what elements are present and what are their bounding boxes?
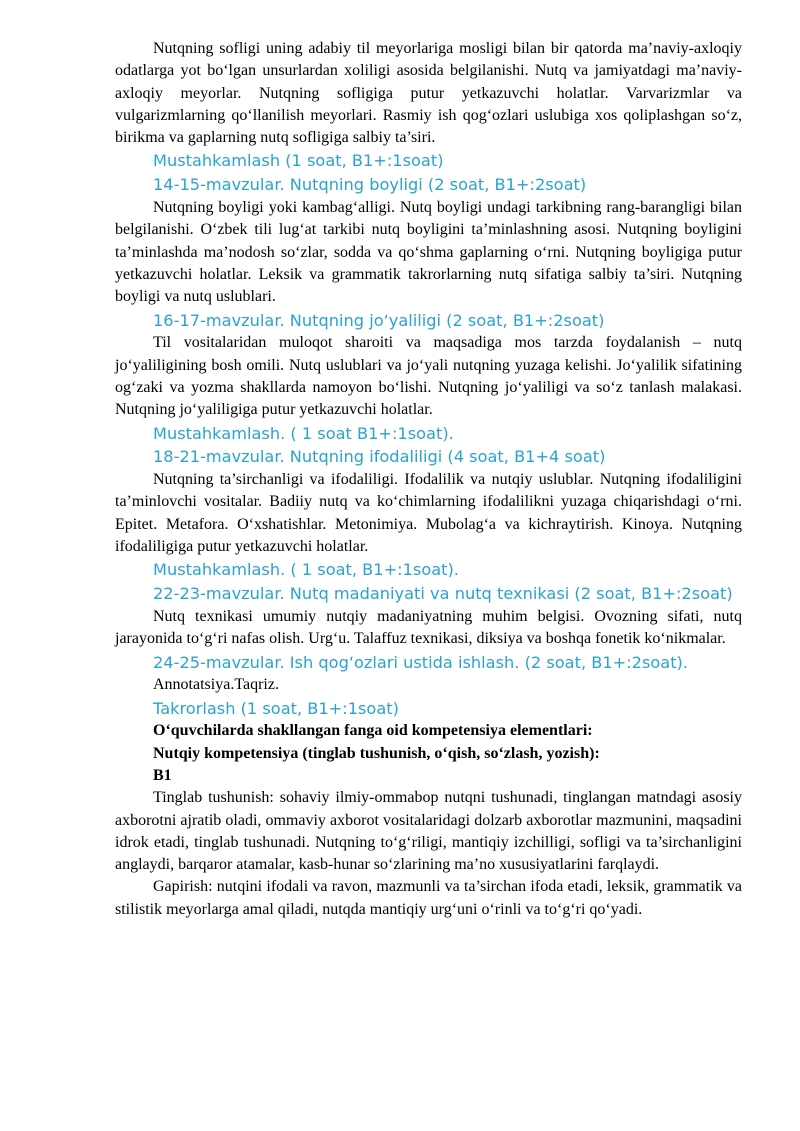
heading-mustahkamlash-1: Mustahkamlash (1 soat, B1+:1soat) bbox=[153, 151, 444, 171]
document-page bbox=[115, 38, 742, 921]
paragraph-nutq-ifodaliligi: Nutqning ta’sirchanligi va ifodaliligi. Ifodalilik va nutqiy uslublar. Nutqning ifodaliligini ta’minlovchi vositalar. Badiiy nutq va ko‘chimlarning ifodalilikni yuzaga chiqarishdagi o‘rni. Epitet. Metafora. O‘xshatishlar. Metonimiya. Mubolag‘a va kichraytirish. Kinoya. Nutqning ifodaliligiga putur yetkazuvchi holatlar. bbox=[115, 471, 742, 556]
bold-kompetensiya-elementlari: O‘quvchilarda shakllangan fanga oid kompetensiya elementlari: bbox=[153, 722, 593, 740]
bold-level-b1: B1 bbox=[153, 767, 172, 784]
paragraph-nutq-boyligi: Nutqning boyligi yoki kambag‘alligi. Nutq boyligi undagi tarkibning rang-barangligi bilan belgilanishi. O‘zbek tili lug‘at tarkibi nutq boyligini ta’minlashning asosi. Nutqning boyligini ta’minlashda ma’nodosh so‘zlar, sodda va qo‘shma gaplarning o‘rni. Nutqning boyligiga putur yetkazuvchi holatlar. Leksik va grammatik takrorlarning nutq sifatiga salbiy ta’siri. Nutqning boyligi va nutq uslublari. bbox=[115, 199, 742, 306]
paragraph-nutq-joyaliligi: Til vositalaridan muloqot sharoiti va maqsadiga mos tarzda foydalanish – nutq jo‘yaliligining bosh omili. Nutq uslublari va jo‘yali nutqning yuzaga kelishi. Jo‘yalilik sifatining og‘zaki va yozma shakllarda namoyon bo‘lishi. Nutqning jo‘yaliligi va so‘z tanlash malakasi. Nutqning jo‘yaliligiga putur yetkazuvchi holatlar. bbox=[115, 334, 742, 419]
heading-topic-18-21: 18-21-mavzular. Nutqning ifodaliligi (4 soat, B1+4 soat) bbox=[153, 447, 606, 467]
heading-takrorlash: Takrorlash (1 soat, B1+:1soat) bbox=[153, 698, 399, 718]
heading-mustahkamlash-3: Mustahkamlash. ( 1 soat, B1+:1soat). bbox=[153, 560, 459, 580]
paragraph-nutq-texnikasi: Nutq texnikasi umumiy nutqiy madaniyatning muhim belgisi. Ovozning sifati, nutq jarayonida to‘g‘ri nafas olish. Urg‘u. Talaffuz texnikasi, diksiya va boshqa fonetik ko‘nikmalar. bbox=[115, 607, 742, 648]
bold-nutqiy-kompetensiya: Nutqiy kompetensiya (tinglab tushunish, o‘qish, so‘zlash, yozish): bbox=[153, 744, 600, 762]
heading-topic-22-23: 22-23-mavzular. Nutq madaniyati va nutq texnikasi (2 soat, B1+:2soat) bbox=[153, 584, 733, 604]
heading-mustahkamlash-2: Mustahkamlash. ( 1 soat B1+:1soat). bbox=[153, 423, 454, 443]
paragraph-gapirish: Gapirish: nutqini ifodali va ravon, mazmunli va ta’sirchan ifoda etadi, leksik, grammatik va stilistik meyorlarga amal qiladi, nutqda mantiqiy urg‘uni o‘rinli va to‘g‘ri qo‘yadi. bbox=[115, 878, 742, 918]
heading-topic-14-15: 14-15-mavzular. Nutqning boyligi (2 soat, B1+:2soat) bbox=[153, 175, 587, 195]
paragraph-tinglab-tushunish: Tinglab tushunish: sohaviy ilmiy-ommabop nutqni tushunadi, tinglangan matndagi asosiy axborotni ajratib oladi, ommaviy axborot vositalaridagi dolzarb axborotlar mazmunini, maqsadini idrok etadi, tinglab tushunadi. Nutqning to‘g‘riligi, mantiqiy izchilligi, sofligi va ta’sirchanligini anglaydi, barqaror atamalar, kasb-hunar so‘zlarining ma’no xususiyatlarini farqlaydi. bbox=[115, 789, 742, 874]
heading-topic-16-17: 16-17-mavzular. Nutqning jo‘yaliligi (2 soat, B1+:2soat) bbox=[153, 310, 605, 330]
paragraph-nutq-sofligi: Nutqning sofligi uning adabiy til meyorlariga mosligi bilan bir qatorda ma’naviy-axloqiy odatlarga yot bo‘lgan unsurlardan xoliligi asosida belgilanishi. Nutq va jamiyatdagi ma’naviy-axloqiy meyorlar. Nutqning sofligiga putur yetkazuvchi holatlar. Varvarizmlar va vulgarizmlarning qo‘llanilish meyorlari. Rasmiy ish qog‘ozlari uslubiga xos qoliplashgan so‘z, birikma va gaplarning nutq sofligiga salbiy ta’siri. bbox=[115, 40, 742, 147]
paragraph-annotatsiya: Annotatsiya.Taqriz. bbox=[153, 676, 279, 694]
heading-topic-24-25: 24-25-mavzular. Ish qog‘ozlari ustida ishlash. (2 soat, B1+:2soat). bbox=[153, 652, 689, 672]
